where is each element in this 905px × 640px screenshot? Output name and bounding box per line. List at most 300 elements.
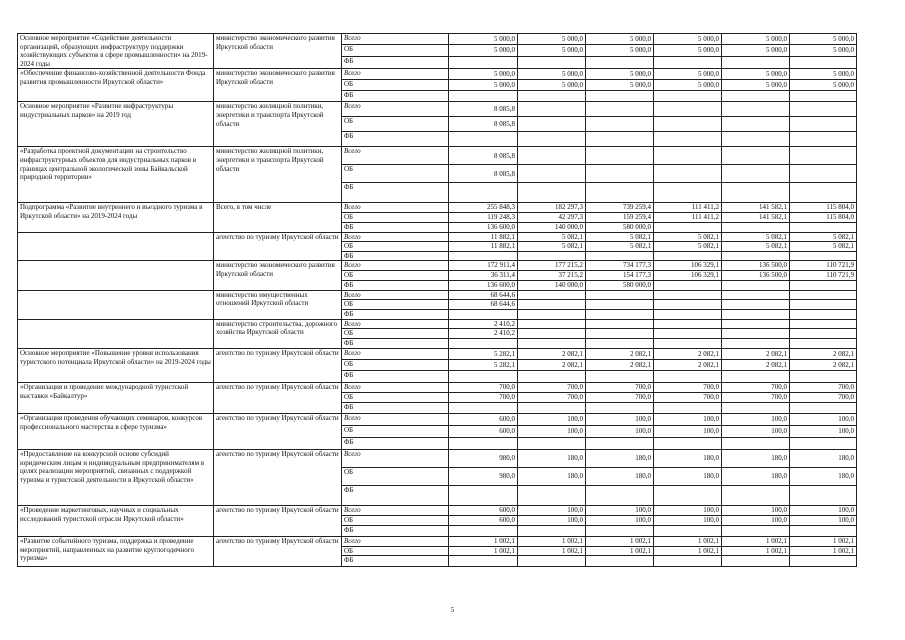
amount-cell [449, 251, 518, 261]
amount-cell: 700,0 [722, 392, 790, 402]
amount-cell: 600,0 [449, 505, 518, 515]
amount-cell [790, 91, 857, 102]
table-row [18, 319, 857, 329]
amount-cell: 100,0 [722, 505, 790, 515]
funding-source-cell: ФБ [342, 251, 449, 261]
amount-cell [654, 102, 722, 117]
amount-cell [790, 183, 857, 203]
amount-cell [790, 370, 857, 382]
amount-cell [586, 338, 654, 348]
amount-cell: 180,0 [722, 467, 790, 485]
amount-cell: 5 082,1 [790, 242, 857, 252]
amount-cell: 5 000,0 [518, 69, 586, 80]
amount-cell: 1 002,1 [790, 546, 857, 556]
amount-cell: 1 002,1 [586, 536, 654, 546]
amount-cell: 1 002,1 [722, 546, 790, 556]
amount-cell: 180,0 [518, 449, 586, 467]
amount-cell [654, 147, 722, 165]
amount-cell: 700,0 [586, 382, 654, 392]
amount-cell: 154 177,3 [586, 270, 654, 280]
amount-cell [654, 290, 722, 300]
amount-cell [586, 56, 654, 69]
amount-cell: 1 002,1 [518, 536, 586, 546]
executor-cell: агентство по туризму Иркутской области [214, 536, 342, 566]
amount-cell: 136 600,0 [449, 222, 518, 232]
amount-cell [586, 319, 654, 329]
funding-source-cell: ОБ [342, 425, 449, 437]
amount-cell: 5 000,0 [586, 45, 654, 56]
amount-cell [790, 300, 857, 310]
measure-name-cell: Подпрограмма «Развитие внутреннего и въездного туризма в Иркутской области» на 2019-2024 годы [18, 203, 214, 232]
table-row [18, 34, 857, 45]
amount-cell [449, 485, 518, 505]
amount-cell [654, 338, 722, 348]
amount-cell: 42 297,3 [518, 212, 586, 222]
amount-cell [518, 183, 586, 203]
amount-cell: 159 259,4 [586, 212, 654, 222]
funding-source-cell: Всего [342, 505, 449, 515]
amount-cell: 68 644,6 [449, 290, 518, 300]
amount-cell [449, 556, 518, 567]
measure-name-cell: Основное мероприятие «Содействие деятельности организаций, образующих инфраструктуру поддержки хозяйствующих субъектов в сфере промышленности» на 2019-2024 годы [18, 34, 214, 69]
amount-cell: 100,0 [518, 413, 586, 425]
amount-cell: 110 721,9 [790, 261, 857, 271]
amount-cell: 2 082,1 [586, 348, 654, 359]
amount-cell [790, 117, 857, 132]
amount-cell [654, 132, 722, 147]
amount-cell: 5 000,0 [518, 34, 586, 45]
amount-cell: 5 000,0 [449, 69, 518, 80]
amount-cell [518, 309, 586, 319]
amount-cell: 8 085,8 [449, 165, 518, 183]
amount-cell [586, 329, 654, 339]
amount-cell: 700,0 [790, 392, 857, 402]
measure-name-cell: «Организация и проведение международной туристской выставки «Байкалтур» [18, 382, 214, 413]
amount-cell [586, 251, 654, 261]
funding-source-cell: Всего [342, 261, 449, 271]
measure-name-cell [18, 319, 214, 348]
amount-cell [790, 147, 857, 165]
amount-cell: 100,0 [722, 515, 790, 525]
amount-cell [790, 56, 857, 69]
amount-cell: 1 002,1 [586, 546, 654, 556]
amount-cell [722, 222, 790, 232]
funding-source-cell: ОБ [342, 165, 449, 183]
amount-cell [654, 222, 722, 232]
amount-cell: 580 000,0 [586, 280, 654, 290]
funding-source-cell: ФБ [342, 437, 449, 449]
amount-cell [449, 56, 518, 69]
measure-name-cell [18, 232, 214, 261]
amount-cell [449, 309, 518, 319]
amount-cell: 700,0 [654, 382, 722, 392]
funding-source-cell: Всего [342, 319, 449, 329]
amount-cell: 111 411,2 [654, 203, 722, 213]
amount-cell [722, 183, 790, 203]
amount-cell: 100,0 [518, 425, 586, 437]
amount-cell: 180,0 [654, 467, 722, 485]
amount-cell [722, 147, 790, 165]
amount-cell [722, 329, 790, 339]
amount-cell: 180,0 [586, 467, 654, 485]
amount-cell [518, 329, 586, 339]
amount-cell: 2 410,2 [449, 319, 518, 329]
amount-cell: 5 000,0 [790, 45, 857, 56]
funding-source-cell: ФБ [342, 222, 449, 232]
executor-cell: агентство по туризму Иркутской области [214, 413, 342, 449]
measure-name-cell: Основное мероприятие «Развитие инфраструктуры индустриальных парков» на 2019 год [18, 102, 214, 147]
amount-cell: 5 000,0 [518, 45, 586, 56]
amount-cell [449, 370, 518, 382]
amount-cell: 5 000,0 [449, 80, 518, 91]
amount-cell [722, 91, 790, 102]
amount-cell: 700,0 [449, 392, 518, 402]
amount-cell: 141 582,1 [722, 203, 790, 213]
measure-name-cell [18, 261, 214, 290]
amount-cell [722, 165, 790, 183]
amount-cell: 100,0 [654, 515, 722, 525]
amount-cell [790, 329, 857, 339]
amount-cell: 8 085,8 [449, 117, 518, 132]
amount-cell: 8 085,8 [449, 147, 518, 165]
funding-source-cell: ОБ [342, 392, 449, 402]
amount-cell [722, 338, 790, 348]
amount-cell [518, 117, 586, 132]
budget-table [17, 33, 857, 567]
amount-cell: 1 002,1 [722, 536, 790, 546]
amount-cell [586, 117, 654, 132]
amount-cell [586, 370, 654, 382]
funding-source-cell: ОБ [342, 270, 449, 280]
amount-cell [654, 437, 722, 449]
amount-cell [790, 165, 857, 183]
amount-cell: 600,0 [449, 425, 518, 437]
amount-cell: 180,0 [790, 467, 857, 485]
amount-cell: 115 804,0 [790, 212, 857, 222]
amount-cell [518, 132, 586, 147]
table-row [18, 505, 857, 515]
amount-cell: 1 002,1 [654, 546, 722, 556]
amount-cell: 5 082,1 [654, 232, 722, 242]
amount-cell: 140 000,0 [518, 222, 586, 232]
amount-cell [722, 56, 790, 69]
amount-cell: 700,0 [518, 392, 586, 402]
amount-cell: 5 000,0 [722, 80, 790, 91]
amount-cell [586, 147, 654, 165]
amount-cell: 5 000,0 [586, 69, 654, 80]
amount-cell [518, 147, 586, 165]
amount-cell: 700,0 [722, 382, 790, 392]
funding-source-cell: ФБ [342, 91, 449, 102]
amount-cell: 100,0 [586, 413, 654, 425]
amount-cell: 100,0 [790, 505, 857, 515]
executor-cell: министерство жилищной политики, энергетики и транспорта Иркутской области [214, 147, 342, 203]
amount-cell: 1 002,1 [449, 546, 518, 556]
amount-cell [654, 329, 722, 339]
amount-cell: 2 082,1 [654, 359, 722, 370]
amount-cell [654, 183, 722, 203]
amount-cell [654, 556, 722, 567]
amount-cell: 5 000,0 [586, 34, 654, 45]
amount-cell [722, 402, 790, 413]
amount-cell: 255 848,3 [449, 203, 518, 213]
amount-cell: 1 002,1 [790, 536, 857, 546]
funding-source-cell: ОБ [342, 80, 449, 91]
amount-cell [518, 402, 586, 413]
amount-cell [654, 165, 722, 183]
amount-cell: 2 082,1 [790, 359, 857, 370]
funding-source-cell: ОБ [342, 212, 449, 222]
amount-cell: 1 002,1 [449, 536, 518, 546]
table-row [18, 102, 857, 117]
amount-cell [722, 300, 790, 310]
amount-cell [586, 402, 654, 413]
amount-cell: 2 082,1 [722, 359, 790, 370]
amount-cell: 119 248,3 [449, 212, 518, 222]
measure-name-cell: «Обеспечение финансово-хозяйственной деятельности Фонда развития промышленности Иркутской области» [18, 69, 214, 102]
amount-cell [518, 338, 586, 348]
amount-cell: 5 082,1 [518, 242, 586, 252]
amount-cell: 100,0 [518, 515, 586, 525]
funding-source-cell: ОБ [342, 329, 449, 339]
amount-cell [790, 437, 857, 449]
table-row [18, 348, 857, 359]
amount-cell [518, 556, 586, 567]
amount-cell [449, 525, 518, 536]
amount-cell: 700,0 [790, 382, 857, 392]
measure-name-cell [18, 290, 214, 319]
funding-source-cell: Всего [342, 203, 449, 213]
amount-cell: 100,0 [790, 425, 857, 437]
amount-cell: 5 282,1 [449, 348, 518, 359]
amount-cell [518, 485, 586, 505]
amount-cell: 2 082,1 [518, 348, 586, 359]
amount-cell [586, 437, 654, 449]
amount-cell [518, 56, 586, 69]
amount-cell: 180,0 [654, 449, 722, 467]
amount-cell [518, 525, 586, 536]
amount-cell [654, 300, 722, 310]
amount-cell: 5 082,1 [518, 232, 586, 242]
amount-cell: 106 329,1 [654, 270, 722, 280]
amount-cell [790, 525, 857, 536]
funding-source-cell: ФБ [342, 556, 449, 567]
amount-cell [449, 183, 518, 203]
amount-cell [722, 102, 790, 117]
amount-cell: 739 259,4 [586, 203, 654, 213]
table-row [18, 232, 857, 242]
funding-source-cell: ФБ [342, 525, 449, 536]
funding-source-cell: ОБ [342, 359, 449, 370]
amount-cell [790, 556, 857, 567]
measure-name-cell: «Предоставление на конкурсной основе субсидий юридическим лицам и индивидуальным предпринимателям в целях реализации мероприятий, связанных с поддержкой туризма и туристской деятельности в Иркутской области» [18, 449, 214, 505]
amount-cell [518, 91, 586, 102]
amount-cell [790, 485, 857, 505]
amount-cell [722, 485, 790, 505]
amount-cell [654, 251, 722, 261]
amount-cell [790, 309, 857, 319]
funding-source-cell: ОБ [342, 546, 449, 556]
amount-cell [722, 319, 790, 329]
funding-source-cell: Всего [342, 536, 449, 546]
amount-cell: 5 000,0 [518, 80, 586, 91]
amount-cell: 180,0 [518, 467, 586, 485]
amount-cell [586, 132, 654, 147]
amount-cell: 980,0 [449, 467, 518, 485]
amount-cell: 115 804,0 [790, 203, 857, 213]
amount-cell: 5 000,0 [449, 45, 518, 56]
measure-name-cell: «Развитие событийного туризма, поддержка и проведение мероприятий, направленных на развитие круглогодичного туризма» [18, 536, 214, 566]
amount-cell [586, 290, 654, 300]
amount-cell: 734 177,3 [586, 261, 654, 271]
table-row [18, 382, 857, 392]
table-row [18, 69, 857, 80]
executor-cell: министерство имущественных отношений Иркутской области [214, 290, 342, 319]
table-row [18, 203, 857, 213]
funding-source-cell: ФБ [342, 56, 449, 69]
amount-cell: 177 215,2 [518, 261, 586, 271]
amount-cell: 2 082,1 [790, 348, 857, 359]
amount-cell [586, 165, 654, 183]
funding-source-cell: Всего [342, 449, 449, 467]
amount-cell: 100,0 [518, 505, 586, 515]
amount-cell: 2 082,1 [518, 359, 586, 370]
funding-source-cell: Всего [342, 290, 449, 300]
executor-cell: министерство экономического развития Иркутской области [214, 34, 342, 69]
measure-name-cell: «Проведение маркетинговых, научных и социальных исследований туристской отрасли Иркутской области» [18, 505, 214, 536]
measure-name-cell: «Организация проведения обучающих семинаров, конкурсов профессионального мастерства в сфере туризма» [18, 413, 214, 449]
funding-source-cell: ОБ [342, 467, 449, 485]
amount-cell: 8 085,8 [449, 102, 518, 117]
amount-cell [654, 309, 722, 319]
amount-cell: 5 082,1 [586, 242, 654, 252]
amount-cell: 100,0 [586, 425, 654, 437]
table-row [18, 147, 857, 165]
amount-cell [586, 525, 654, 536]
amount-cell [586, 300, 654, 310]
amount-cell [790, 319, 857, 329]
amount-cell: 140 000,0 [518, 280, 586, 290]
measure-name-cell: «Разработка проектной документации на строительство инфраструктурных объектов для индустриальных парков в границах центральной экологической зоны Байкальской природной территории» [18, 147, 214, 203]
amount-cell [722, 437, 790, 449]
amount-cell [654, 370, 722, 382]
amount-cell: 100,0 [722, 413, 790, 425]
table-row [18, 449, 857, 467]
amount-cell: 100,0 [790, 413, 857, 425]
amount-cell: 600,0 [449, 413, 518, 425]
amount-cell: 5 000,0 [722, 34, 790, 45]
amount-cell: 172 911,4 [449, 261, 518, 271]
funding-source-cell: Всего [342, 102, 449, 117]
funding-source-cell: Всего [342, 382, 449, 392]
amount-cell [518, 251, 586, 261]
table-row [18, 413, 857, 425]
funding-source-cell: Всего [342, 147, 449, 165]
funding-source-cell: Всего [342, 348, 449, 359]
table-body [18, 34, 857, 567]
amount-cell: 110 721,9 [790, 270, 857, 280]
amount-cell [518, 300, 586, 310]
amount-cell: 111 411,2 [654, 212, 722, 222]
funding-source-cell: Всего [342, 69, 449, 80]
amount-cell [722, 556, 790, 567]
amount-cell [722, 117, 790, 132]
amount-cell: 100,0 [654, 505, 722, 515]
amount-cell: 1 002,1 [654, 536, 722, 546]
amount-cell: 100,0 [586, 515, 654, 525]
amount-cell [449, 91, 518, 102]
table-row [18, 290, 857, 300]
amount-cell: 5 000,0 [654, 69, 722, 80]
amount-cell [654, 319, 722, 329]
amount-cell: 2 082,1 [654, 348, 722, 359]
amount-cell [790, 402, 857, 413]
amount-cell [790, 132, 857, 147]
amount-cell: 68 644,6 [449, 300, 518, 310]
amount-cell [654, 280, 722, 290]
table-row [18, 536, 857, 546]
amount-cell [722, 525, 790, 536]
funding-source-cell: Всего [342, 413, 449, 425]
amount-cell: 700,0 [449, 382, 518, 392]
amount-cell: 5 282,1 [449, 359, 518, 370]
amount-cell [790, 102, 857, 117]
amount-cell [518, 290, 586, 300]
amount-cell [654, 91, 722, 102]
amount-cell: 141 582,1 [722, 212, 790, 222]
amount-cell [790, 251, 857, 261]
funding-source-cell: ФБ [342, 402, 449, 413]
amount-cell: 5 082,1 [654, 242, 722, 252]
amount-cell: 100,0 [654, 425, 722, 437]
amount-cell: 2 410,2 [449, 329, 518, 339]
amount-cell: 106 329,1 [654, 261, 722, 271]
amount-cell: 580 000,0 [586, 222, 654, 232]
amount-cell [518, 437, 586, 449]
amount-cell: 700,0 [518, 382, 586, 392]
amount-cell: 5 000,0 [449, 34, 518, 45]
executor-cell: министерство строительства, дорожного хозяйства Иркутской области [214, 319, 342, 348]
amount-cell [790, 280, 857, 290]
amount-cell: 5 082,1 [722, 232, 790, 242]
amount-cell: 5 000,0 [654, 34, 722, 45]
amount-cell: 182 297,3 [518, 203, 586, 213]
amount-cell: 5 000,0 [722, 45, 790, 56]
amount-cell [722, 280, 790, 290]
amount-cell: 5 082,1 [790, 232, 857, 242]
amount-cell: 100,0 [722, 425, 790, 437]
amount-cell: 5 000,0 [586, 80, 654, 91]
amount-cell [586, 485, 654, 505]
executor-cell: агентство по туризму Иркутской области [214, 382, 342, 413]
amount-cell [722, 290, 790, 300]
amount-cell [722, 132, 790, 147]
funding-source-cell: ФБ [342, 132, 449, 147]
amount-cell: 5 082,1 [586, 232, 654, 242]
amount-cell: 11 882,1 [449, 242, 518, 252]
amount-cell [518, 319, 586, 329]
amount-cell [586, 183, 654, 203]
amount-cell: 136 600,0 [449, 280, 518, 290]
amount-cell [449, 402, 518, 413]
executor-cell: агентство по туризму Иркутской области [214, 505, 342, 536]
amount-cell [449, 338, 518, 348]
amount-cell: 136 500,0 [722, 270, 790, 280]
executor-cell: Всего, в том числе [214, 203, 342, 232]
funding-source-cell: ФБ [342, 183, 449, 203]
amount-cell: 180,0 [722, 449, 790, 467]
amount-cell [654, 402, 722, 413]
